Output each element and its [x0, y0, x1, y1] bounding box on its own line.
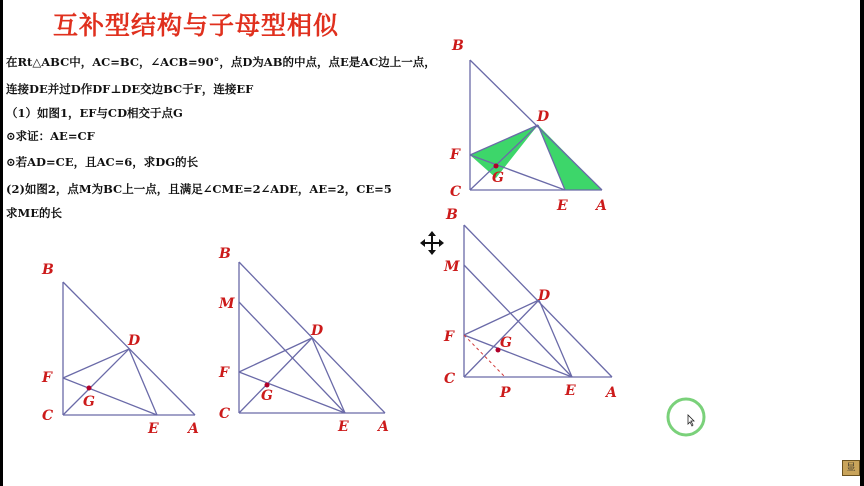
label-B: B — [42, 262, 54, 278]
label-D: D — [128, 333, 141, 349]
problem-line-1: 在Rt△ABC中，AC=BC，∠ACB=90°，点D为AB的中点，点E是AC边上一点， — [6, 55, 436, 69]
label-F: F — [444, 329, 454, 345]
label-A: A — [606, 385, 617, 401]
label-D: D — [537, 109, 550, 125]
label-E: E — [148, 421, 159, 437]
label-A: A — [596, 198, 607, 214]
label-E: E — [565, 383, 576, 399]
label-C: C — [42, 408, 54, 424]
label-C: C — [444, 371, 456, 387]
label-G: G — [500, 335, 512, 351]
problem-line-6: (2)如图2，点M为BC上一点，且满足∠CME=2∠ADE，AE=2，CE=5 — [6, 182, 392, 196]
right-edge-bar — [860, 0, 864, 486]
label-A: A — [378, 419, 389, 435]
figure-2 — [440, 205, 630, 405]
problem-line-2: 连接DE并过D作DF⊥DE交边BC于F，连接EF — [6, 82, 254, 96]
label-F: F — [42, 370, 52, 386]
problem-line-5: ⊙若AD=CE，且AC=6，求DG的长 — [6, 155, 199, 169]
label-A: A — [188, 421, 199, 437]
label-E: E — [338, 419, 349, 435]
left-edge-bar — [0, 0, 3, 486]
page-title: 互补型结构与子母型相似 — [53, 11, 340, 40]
label-B: B — [219, 246, 231, 262]
label-G: G — [492, 170, 504, 186]
label-C: C — [450, 184, 462, 200]
label-M: M — [444, 259, 460, 275]
figure-3 — [35, 260, 215, 440]
label-C: C — [219, 406, 231, 422]
label-E: E — [557, 198, 568, 214]
problem-line-4: ⊙求证：AE=CF — [6, 129, 95, 143]
label-P: P — [500, 385, 511, 401]
figure-4 — [215, 240, 405, 440]
move-arrows-icon — [419, 230, 445, 256]
label-B: B — [452, 38, 464, 54]
label-G: G — [83, 394, 95, 410]
label-D: D — [311, 323, 324, 339]
label-D: D — [538, 288, 551, 304]
corner-button[interactable]: 显 — [842, 460, 860, 476]
label-B: B — [446, 207, 458, 223]
figure-1 — [440, 30, 620, 220]
label-G: G — [261, 388, 273, 404]
problem-line-7: 求ME的长 — [6, 206, 62, 220]
label-M: M — [219, 296, 235, 312]
cursor-ring-icon — [666, 397, 706, 437]
problem-line-3: （1）如图1，EF与CD相交于点G — [6, 106, 183, 120]
green-triangle-left — [470, 125, 538, 178]
label-F: F — [219, 365, 229, 381]
label-F: F — [450, 147, 460, 163]
